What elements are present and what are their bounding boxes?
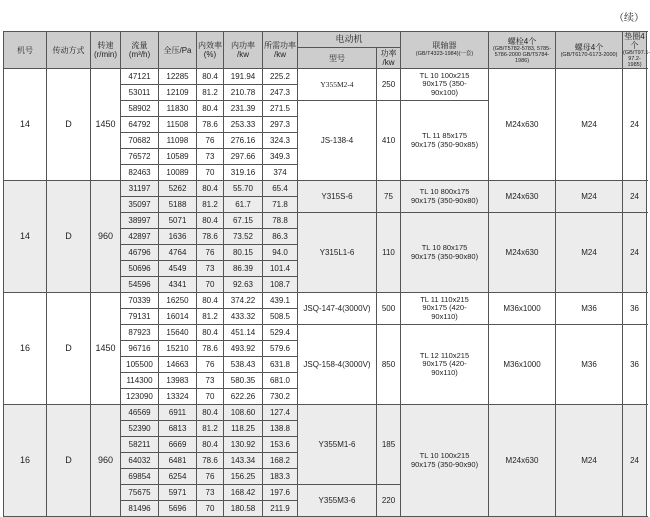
header-speed: 转速 (r/min) <box>91 32 121 69</box>
required-power-cell: 153.6 <box>263 437 298 453</box>
table-row <box>4 405 647 421</box>
internal-power-cell: 108.60 <box>224 405 263 421</box>
required-power-cell: 529.4 <box>263 325 298 341</box>
efficiency-cell: 73 <box>197 149 224 165</box>
motor-model-cell: JSQ-147-4(3000V) <box>298 293 377 325</box>
flow-cell: 70682 <box>121 133 159 149</box>
header-pressure: 全压/Pa <box>159 32 197 69</box>
coupling-spec: TL 10 100x215 90x175 (350-90x90) <box>410 451 479 469</box>
coupling-spec: TL 12 110x215 90x175 (420-90x110) <box>419 350 470 377</box>
speed-cell: 1450 <box>91 69 121 181</box>
header-nut <box>556 32 623 69</box>
efficiency-cell: 78.6 <box>197 453 224 469</box>
motor-model-cell: JSQ-158-4(3000V) <box>298 325 377 405</box>
required-power-cell: 71.8 <box>263 197 298 213</box>
pressure-cell: 16014 <box>159 309 197 325</box>
header-washer <box>623 32 650 69</box>
machine-no-cell: 14 <box>4 181 47 293</box>
pressure-cell: 15210 <box>159 341 197 357</box>
internal-power-cell: 580.35 <box>224 373 263 389</box>
machine-no-cell: 14 <box>4 69 47 181</box>
pressure-cell: 12109 <box>159 85 197 101</box>
header-drive-mode: 传动方式 <box>47 32 91 69</box>
washer-cell: 24 <box>623 405 647 517</box>
efficiency-cell: 81.2 <box>197 421 224 437</box>
flow-cell: 58211 <box>121 437 159 453</box>
coupling-cell <box>401 69 489 101</box>
bolt-cell: M36x1000 <box>489 293 556 325</box>
flow-cell: 82463 <box>121 165 159 181</box>
required-power-cell: 94.0 <box>263 245 298 261</box>
motor-model-cell: Y355M1-6 <box>298 405 377 485</box>
coupling-spec: TL 10 80x175 90x175 (350-90x80) <box>410 243 479 261</box>
pressure-cell: 5071 <box>159 213 197 229</box>
flow-cell: 47121 <box>121 69 159 85</box>
efficiency-cell: 70 <box>197 501 224 517</box>
flow-cell: 58902 <box>121 101 159 117</box>
internal-power-cell: 374.22 <box>224 293 263 309</box>
coupling-cell <box>401 293 489 325</box>
coupling-cell <box>401 325 489 405</box>
internal-power-cell: 55.70 <box>224 181 263 197</box>
efficiency-cell: 80.4 <box>197 101 224 117</box>
flow-cell: 70339 <box>121 293 159 309</box>
coupling-spec: TL 11 110x215 90x175 (420-90x110) <box>420 294 469 321</box>
efficiency-cell: 73 <box>197 261 224 277</box>
pressure-cell: 4341 <box>159 277 197 293</box>
washer-cell: 24 <box>623 69 647 181</box>
header-bolt <box>489 32 556 69</box>
bolt-cell: M24x630 <box>489 405 556 517</box>
required-power-cell: 324.3 <box>263 133 298 149</box>
motor-model-cell: Y315S-6 <box>298 181 377 213</box>
nut-cell: M36 <box>556 325 623 405</box>
pressure-cell: 11098 <box>159 133 197 149</box>
required-power-cell: 297.3 <box>263 117 298 133</box>
washer-cell: 36 <box>623 293 647 325</box>
pressure-cell: 11508 <box>159 117 197 133</box>
internal-power-cell: 493.92 <box>224 341 263 357</box>
internal-power-cell: 297.66 <box>224 149 263 165</box>
pressure-cell: 5262 <box>159 181 197 197</box>
bolt-cell: M24x630 <box>489 69 556 181</box>
efficiency-cell: 76 <box>197 357 224 373</box>
efficiency-cell: 76 <box>197 245 224 261</box>
pressure-cell: 6254 <box>159 469 197 485</box>
required-power-cell: 108.7 <box>263 277 298 293</box>
flow-cell: 81496 <box>121 501 159 517</box>
required-power-cell: 374 <box>263 165 298 181</box>
bolt-cell: M36x1000 <box>489 325 556 405</box>
pressure-cell: 5188 <box>159 197 197 213</box>
machine-no-cell: 16 <box>4 405 47 517</box>
drive-mode-cell: D <box>47 69 91 181</box>
required-power-cell: 631.8 <box>263 357 298 373</box>
internal-power-cell: 168.42 <box>224 485 263 501</box>
coupling-spec: TL 11 85x175 90x175 (350-90x85) <box>410 131 479 149</box>
internal-power-cell: 130.92 <box>224 437 263 453</box>
header-required-power: 所需功率 /kw <box>263 32 298 69</box>
pressure-cell: 6911 <box>159 405 197 421</box>
nut-cell: M24 <box>556 69 623 181</box>
speed-cell: 1450 <box>91 293 121 405</box>
header-nut-label: 螺母4个 <box>574 42 604 52</box>
flow-cell: 31197 <box>121 181 159 197</box>
pressure-cell: 13983 <box>159 373 197 389</box>
flow-cell: 38997 <box>121 213 159 229</box>
bolt-cell: M24x630 <box>489 213 556 293</box>
pressure-cell: 5971 <box>159 485 197 501</box>
pressure-cell: 4549 <box>159 261 197 277</box>
internal-power-cell: 451.14 <box>224 325 263 341</box>
internal-power-cell: 191.94 <box>224 69 263 85</box>
pressure-cell: 13324 <box>159 389 197 405</box>
table-row <box>4 69 647 85</box>
efficiency-cell: 73 <box>197 485 224 501</box>
required-power-cell: 271.5 <box>263 101 298 117</box>
pressure-cell: 6481 <box>159 453 197 469</box>
motor-power-cell: 185 <box>377 405 401 485</box>
washer-cell: 24 <box>623 213 647 293</box>
pressure-cell: 16250 <box>159 293 197 309</box>
efficiency-cell: 76 <box>197 469 224 485</box>
internal-power-cell: 319.16 <box>224 165 263 181</box>
header-bolt-label: 螺栓4个 <box>507 36 537 46</box>
header-flow: 流量 (m³/h) <box>121 32 159 69</box>
pressure-cell: 14663 <box>159 357 197 373</box>
washer-cell: 36 <box>623 325 647 405</box>
flow-cell: 53011 <box>121 85 159 101</box>
motor-model-cell: Y315L1-6 <box>298 213 377 293</box>
drive-mode-cell: D <box>47 405 91 517</box>
flow-cell: 96716 <box>121 341 159 357</box>
efficiency-cell: 78.6 <box>197 341 224 357</box>
motor-model-cell: Y355M3-6 <box>298 485 377 517</box>
pressure-cell: 1636 <box>159 229 197 245</box>
required-power-cell: 508.5 <box>263 309 298 325</box>
internal-power-cell: 231.39 <box>224 101 263 117</box>
efficiency-cell: 81.2 <box>197 85 224 101</box>
required-power-cell: 65.4 <box>263 181 298 197</box>
required-power-cell: 138.8 <box>263 421 298 437</box>
header-washer-label: 垫圈4个 <box>624 32 645 50</box>
pressure-cell: 11830 <box>159 101 197 117</box>
pressure-cell: 6813 <box>159 421 197 437</box>
coupling-cell <box>401 405 489 517</box>
motor-power-cell: 110 <box>377 213 401 293</box>
header-nut-std: (GB/T6170-6173-2000) <box>560 51 618 58</box>
pressure-cell: 10089 <box>159 165 197 181</box>
efficiency-cell: 80.4 <box>197 213 224 229</box>
motor-model-cell: Y355M2-4 <box>298 69 377 101</box>
flow-cell: 46796 <box>121 245 159 261</box>
required-power-cell: 225.2 <box>263 69 298 85</box>
internal-power-cell: 210.78 <box>224 85 263 101</box>
coupling-spec: TL 10 800x175 90x175 (350-90x80) <box>410 187 479 205</box>
required-power-cell: 197.6 <box>263 485 298 501</box>
efficiency-cell: 80.4 <box>197 69 224 85</box>
motor-power-cell: 850 <box>377 325 401 405</box>
flow-cell: 123090 <box>121 389 159 405</box>
continued-label: （续） <box>614 13 644 24</box>
required-power-cell: 247.3 <box>263 85 298 101</box>
speed-cell: 960 <box>91 405 121 517</box>
motor-power-cell: 250 <box>377 69 401 101</box>
nut-cell: M24 <box>556 213 623 293</box>
required-power-cell: 86.3 <box>263 229 298 245</box>
coupling-spec: TL 10 100x215 90x175 (350-90x100) <box>419 70 470 97</box>
pressure-cell: 15640 <box>159 325 197 341</box>
flow-cell: 75675 <box>121 485 159 501</box>
header-motor: 电动机 <box>298 32 401 48</box>
flow-cell: 76572 <box>121 149 159 165</box>
table-body <box>4 69 647 517</box>
internal-power-cell: 86.39 <box>224 261 263 277</box>
efficiency-cell: 80.4 <box>197 405 224 421</box>
efficiency-cell: 70 <box>197 165 224 181</box>
drive-mode-cell: D <box>47 181 91 293</box>
flow-cell: 52390 <box>121 421 159 437</box>
internal-power-cell: 80.15 <box>224 245 263 261</box>
nut-cell: M24 <box>556 181 623 213</box>
header-internal-power: 内功率 /kw <box>224 32 263 69</box>
header-washer-std: (GB/T97.1-97.2-1985) <box>623 50 650 68</box>
internal-power-cell: 622.26 <box>224 389 263 405</box>
flow-cell: 50696 <box>121 261 159 277</box>
efficiency-cell: 80.4 <box>197 293 224 309</box>
efficiency-cell: 78.6 <box>197 229 224 245</box>
motor-power-cell: 500 <box>377 293 401 325</box>
efficiency-cell: 73 <box>197 373 224 389</box>
required-power-cell: 579.6 <box>263 341 298 357</box>
internal-power-cell: 538.43 <box>224 357 263 373</box>
header-motor-power: 功率 /kw <box>377 48 401 69</box>
internal-power-cell: 180.58 <box>224 501 263 517</box>
flow-cell: 79131 <box>121 309 159 325</box>
drive-mode-cell: D <box>47 293 91 405</box>
flow-cell: 54596 <box>121 277 159 293</box>
flow-cell: 46569 <box>121 405 159 421</box>
internal-power-cell: 61.7 <box>224 197 263 213</box>
coupling-cell <box>401 181 489 213</box>
machine-no-cell: 16 <box>4 293 47 405</box>
header-coupling-label: 联轴器 <box>432 41 457 50</box>
required-power-cell: 78.8 <box>263 213 298 229</box>
required-power-cell: 681.0 <box>263 373 298 389</box>
header-efficiency: 内效率 (%) <box>197 32 224 69</box>
efficiency-cell: 70 <box>197 277 224 293</box>
required-power-cell: 211.9 <box>263 501 298 517</box>
efficiency-cell: 81.2 <box>197 197 224 213</box>
washer-cell: 24 <box>623 181 647 213</box>
flow-cell: 69854 <box>121 469 159 485</box>
pressure-cell: 5696 <box>159 501 197 517</box>
internal-power-cell: 92.63 <box>224 277 263 293</box>
pressure-cell: 6669 <box>159 437 197 453</box>
table-row <box>4 181 647 197</box>
motor-power-cell: 75 <box>377 181 401 213</box>
internal-power-cell: 156.25 <box>224 469 263 485</box>
motor-model-cell: JS-138-4 <box>298 101 377 181</box>
flow-cell: 64792 <box>121 117 159 133</box>
internal-power-cell: 253.33 <box>224 117 263 133</box>
header-coupling-std: (GB/T4323-1984)(一套) <box>415 51 474 57</box>
internal-power-cell: 276.16 <box>224 133 263 149</box>
flow-cell: 105500 <box>121 357 159 373</box>
internal-power-cell: 67.15 <box>224 213 263 229</box>
flow-cell: 64032 <box>121 453 159 469</box>
pressure-cell: 12285 <box>159 69 197 85</box>
efficiency-cell: 80.4 <box>197 325 224 341</box>
nut-cell: M36 <box>556 293 623 325</box>
required-power-cell: 730.2 <box>263 389 298 405</box>
required-power-cell: 349.3 <box>263 149 298 165</box>
header-coupling <box>401 32 489 69</box>
pressure-cell: 4764 <box>159 245 197 261</box>
table-row <box>4 293 647 309</box>
nut-cell: M24 <box>556 405 623 517</box>
bolt-cell: M24x630 <box>489 181 556 213</box>
internal-power-cell: 118.25 <box>224 421 263 437</box>
required-power-cell: 168.2 <box>263 453 298 469</box>
efficiency-cell: 78.6 <box>197 117 224 133</box>
coupling-cell <box>401 213 489 293</box>
coupling-cell <box>401 101 489 181</box>
required-power-cell: 183.3 <box>263 469 298 485</box>
motor-power-cell: 410 <box>377 101 401 181</box>
flow-cell: 42897 <box>121 229 159 245</box>
flow-cell: 114300 <box>121 373 159 389</box>
speed-cell: 960 <box>91 181 121 293</box>
motor-power-cell: 220 <box>377 485 401 517</box>
efficiency-cell: 80.4 <box>197 181 224 197</box>
internal-power-cell: 433.32 <box>224 309 263 325</box>
efficiency-cell: 80.4 <box>197 437 224 453</box>
efficiency-cell: 76 <box>197 133 224 149</box>
header-bolt-std: (GB/T5782-5783, 5785-5786-2000 GB/T5784-1986) <box>492 45 552 64</box>
efficiency-cell: 81.2 <box>197 309 224 325</box>
required-power-cell: 101.4 <box>263 261 298 277</box>
internal-power-cell: 143.34 <box>224 453 263 469</box>
efficiency-cell: 70 <box>197 389 224 405</box>
internal-power-cell: 73.52 <box>224 229 263 245</box>
flow-cell: 35097 <box>121 197 159 213</box>
header-motor-model: 型号 <box>298 48 377 69</box>
required-power-cell: 439.1 <box>263 293 298 309</box>
flow-cell: 87923 <box>121 325 159 341</box>
required-power-cell: 127.4 <box>263 405 298 421</box>
pressure-cell: 10589 <box>159 149 197 165</box>
fan-spec-table <box>3 31 650 517</box>
header-machine-no: 机号 <box>4 32 47 69</box>
